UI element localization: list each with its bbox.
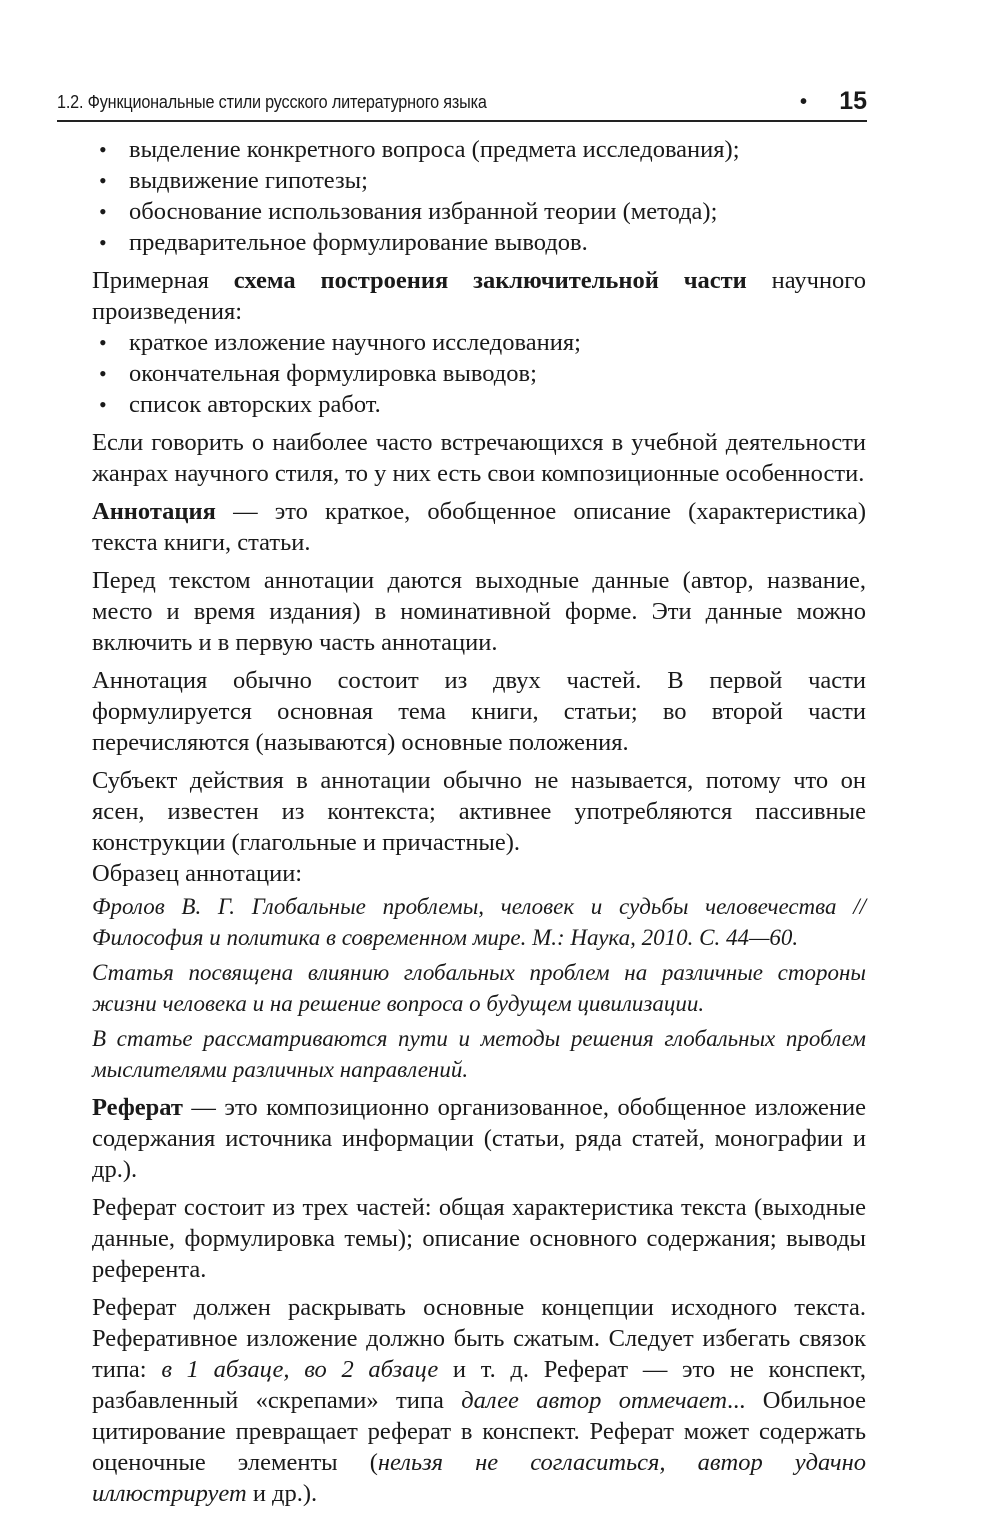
page-number: 15 bbox=[839, 87, 867, 115]
sample-citation: Фролов В. Г. Глобальные проблемы, человек и судьбы человечества // Философия и политика в современном мире. М.: Наука, 2010. С. 44—60. bbox=[92, 894, 866, 950]
bold-term: Аннотация bbox=[92, 498, 216, 525]
paragraph-conclusion-scheme bbox=[92, 265, 866, 327]
list-item: • краткое изложение научного исследования; bbox=[92, 327, 866, 358]
sample-line-1: Статья посвящена влиянию глобальных проблем на различные стороны жизни человека и на решение вопроса о будущем цивилизации. bbox=[92, 960, 866, 1016]
paragraph-referat-rules bbox=[92, 1292, 866, 1509]
bold-term: схема построения заключительной части bbox=[233, 267, 747, 294]
paragraph-annotation-definition bbox=[92, 496, 866, 558]
list-item: • обоснование использования избранной теории (метода); bbox=[92, 196, 866, 227]
header-bullet: • bbox=[799, 91, 807, 113]
paragraph-referat-parts: Реферат состоит из трех частей: общая характеристика текста (выходные данные, формулировка темы); описание основного содержания; выводы референта. bbox=[92, 1194, 866, 1283]
sample-label: Образец аннотации: bbox=[92, 860, 303, 887]
italic-phrase: в 1 абзаце, во 2 абзаце bbox=[161, 1356, 439, 1383]
bold-term: Реферат bbox=[92, 1094, 183, 1121]
running-header bbox=[57, 86, 867, 122]
intro-bullet-list bbox=[92, 134, 866, 258]
paragraph-annotation-subject: Субъект действия в аннотации обычно не называется, потому что он ясен, известен из контекста; активнее употребляются пассивные конструкции (глагольные и причастные). bbox=[92, 767, 866, 856]
text-span: — это краткое, обобщенное описание (характеристика) текста книги, статьи. bbox=[92, 498, 866, 556]
text-span: — это композиционно организованное, обобщенное изложение содержания источника информации (статьи, ряда статей, монографии и др.). bbox=[92, 1094, 866, 1183]
text-span: Реферат должен раскрывать основные концепции исходного текста. Реферативное изложение должно быть сжатым. Следует избегать связок типа: bbox=[92, 1294, 866, 1383]
text-span: научного произведения: bbox=[92, 267, 866, 325]
text-span: Примерная bbox=[92, 267, 234, 294]
list-item: • выделение конкретного вопроса (предмета исследования); bbox=[92, 134, 866, 165]
text-span: и др.). bbox=[246, 1480, 318, 1507]
list-item: • окончательная формулировка выводов; bbox=[92, 358, 866, 389]
paragraph-referat-definition bbox=[92, 1092, 866, 1185]
running-title: 1.2. Функциональные стили русского литературного языка bbox=[57, 92, 487, 112]
italic-phrase: нельзя не согласиться, автор удачно иллюстрирует bbox=[92, 1449, 866, 1507]
page-body bbox=[92, 134, 866, 1516]
conclusion-bullet-list bbox=[92, 327, 866, 420]
paragraph-genres: Если говорить о наиболее часто встречающихся в учебной деятельности жанрах научного стиля, то у них есть свои композиционные особенности. bbox=[92, 429, 866, 487]
paragraph-annotation-data: Перед текстом аннотации даются выходные данные (автор, название, место и время издания) в номинативной форме. Эти данные можно включить и в первую часть аннотации. bbox=[92, 567, 866, 656]
list-item: • выдвижение гипотезы; bbox=[92, 165, 866, 196]
list-item: • список авторских работ. bbox=[92, 389, 866, 420]
text-span: и т. д. Реферат — это не конспект, разбавленный «скрепами» типа bbox=[92, 1356, 866, 1414]
list-item: • предварительное формулирование выводов. bbox=[92, 227, 866, 258]
paragraph-annotation-parts: Аннотация обычно состоит из двух частей. В первой части формулируется основная тема книги, статьи; во второй части перечисляются (называются) основные положения. bbox=[92, 667, 866, 756]
text-span: ... Обильное цитирование превращает реферат в конспект. Реферат может содержать оценочные элементы ( bbox=[92, 1387, 866, 1476]
italic-phrase: далее автор отмечает bbox=[461, 1387, 728, 1414]
sample-line-2: В статье рассматриваются пути и методы решения глобальных проблем мыслителями различных направлений. bbox=[92, 1026, 866, 1082]
